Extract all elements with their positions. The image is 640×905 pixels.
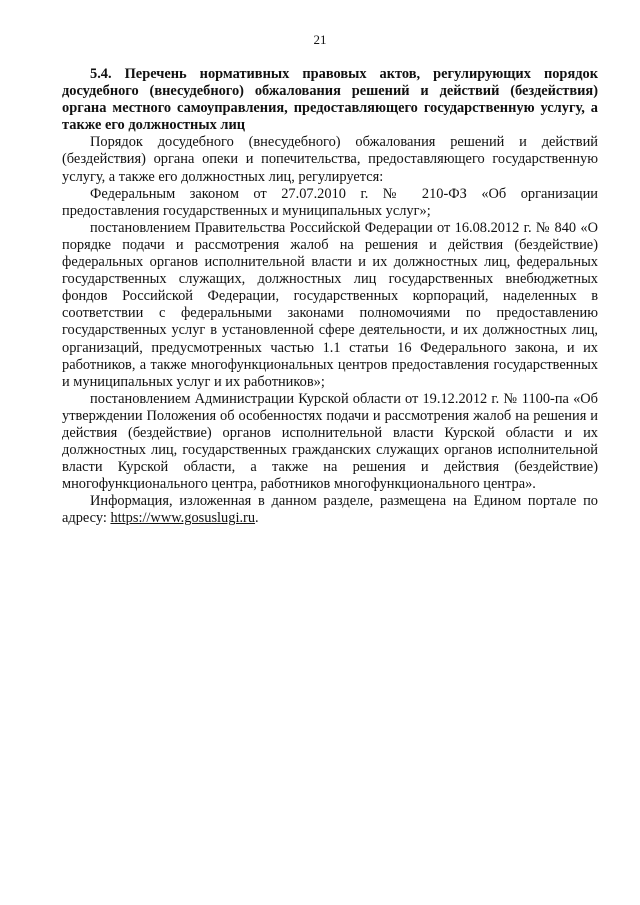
paragraph-portal-info [62,493,598,527]
gosuslugi-link[interactable]: https://www.gosuslugi.ru [110,510,256,527]
paragraph-intro: Порядок досудебного (внесудебного) обжалования решений и действий (бездействия) органа опеки и попечительства, предоставляющего государственную услугу, а также его должностных лиц, регулируется: [62,134,598,185]
page-number: 21 [313,32,327,47]
paragraph-federal-law-210: Федеральным законом от 27.07.2010 г. № 210-ФЗ «Об организации предоставления государственных и муниципальных услуг»; [62,185,598,219]
document-body [62,66,598,528]
portal-info-suffix: . [255,510,259,527]
portal-info-text: Информация, изложенная в данном разделе, размещена на Едином портале по адресу: [62,493,598,527]
paragraph-government-decree-840: постановлением Правительства Российской Федерации от 16.08.2012 г. № 840 «О порядке подачи и рассмотрения жалоб на решения и действия (бездействие) федеральных органов исполнительной власти и их должностных лиц, федеральных государственных служащих, должностных лиц государственных внебюджетных фондов Российской Федерации, государственных корпораций, наделенных в соответствии с федеральными законами полномочиями по предоставлению государственных услуг в установленной сфере деятельности, и их должностных лиц, организаций, предусмотренных частью 1.1 статьи 16 Федерального закона, и их работников, а также многофункциональных центров предоставления государственных и муниципальных услуг и их работников»; [62,219,598,390]
paragraph-kursk-decree-1100: постановлением Администрации Курской области от 19.12.2012 г. № 1100-па «Об утверждении Положения об особенностях подачи и рассмотрения жалоб на решения и действия (бездействие) органов исполнительной власти Курской области и их должностных лиц, государственных гражданских служащих органов исполнительной власти Курской области, а также на решения и действия (бездействие) многофункционального центра, работников многофункционального центра». [62,390,598,493]
section-heading: 5.4. Перечень нормативных правовых актов, регулирующих порядок досудебного (внесудебного) обжалования решений и действий (бездействия) органа местного самоуправления, предоставляющего государственную услугу, а также его должностных лиц [62,66,598,134]
